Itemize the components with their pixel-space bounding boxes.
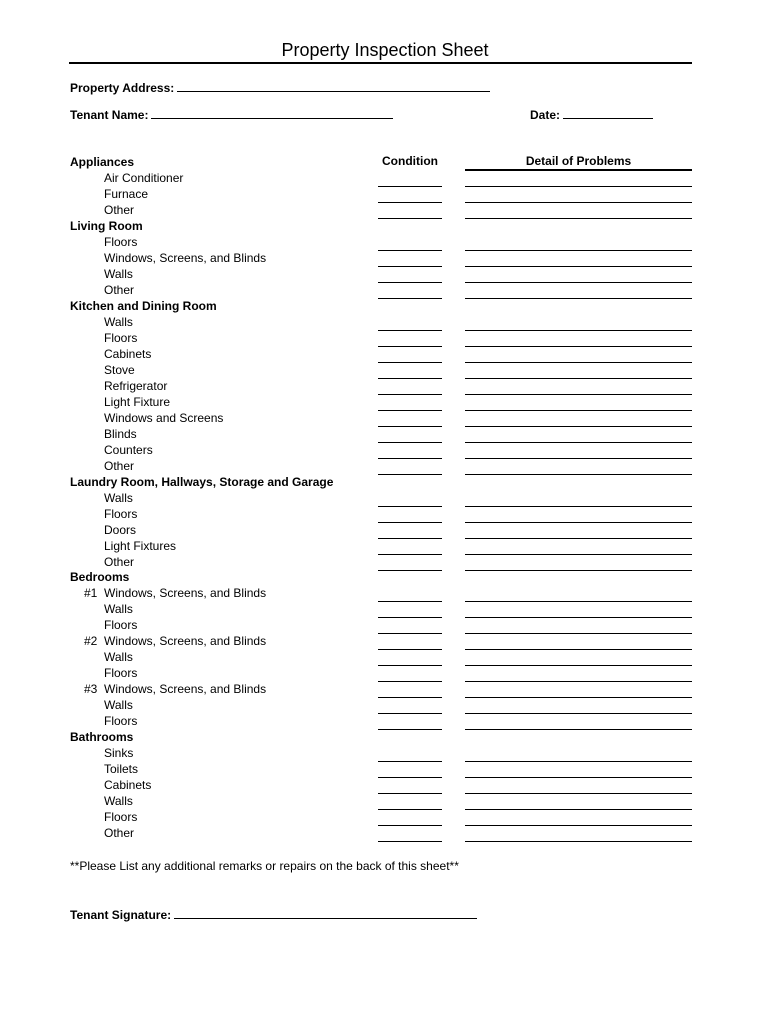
bedroom-number: #3	[84, 682, 98, 697]
item-row	[0, 266, 770, 282]
category-label: Living Room	[70, 218, 143, 233]
title-divider	[69, 62, 692, 64]
item-label: Furnace	[104, 186, 149, 201]
category-label: Bedrooms	[70, 570, 130, 585]
property-address-blank[interactable]	[177, 80, 490, 92]
tenant-signature-blank[interactable]	[174, 907, 477, 919]
category-row	[0, 729, 770, 745]
item-row	[0, 234, 770, 250]
item-row	[0, 314, 770, 330]
item-label: Floors	[104, 618, 138, 633]
item-row	[0, 601, 770, 617]
property-address-label: Property Address:	[70, 81, 175, 95]
bedroom-number: #2	[84, 634, 98, 649]
item-label: Windows and Screens	[104, 410, 224, 425]
item-row	[0, 250, 770, 266]
item-row	[0, 793, 770, 809]
item-label: Walls	[104, 314, 133, 329]
item-row	[0, 202, 770, 218]
date-field	[530, 107, 653, 122]
category-row	[0, 569, 770, 585]
item-row	[0, 761, 770, 777]
item-row	[0, 745, 770, 761]
item-label: Other	[104, 458, 135, 473]
item-label: Walls	[104, 794, 133, 809]
item-row	[0, 394, 770, 410]
item-row	[0, 442, 770, 458]
item-label: Windows, Screens, and Blinds	[104, 634, 267, 649]
item-label: Cabinets	[104, 778, 152, 793]
category-label: Appliances	[70, 155, 135, 169]
item-label: Floors	[104, 234, 138, 249]
item-label: Walls	[104, 602, 133, 617]
item-label: Other	[104, 282, 135, 297]
date-blank[interactable]	[563, 107, 653, 119]
item-label: Sinks	[104, 746, 134, 761]
item-row	[0, 713, 770, 729]
remarks-note: **Please List any additional remarks or repairs on the back of this sheet**	[70, 859, 459, 873]
item-row	[0, 777, 770, 793]
item-label: Other	[104, 202, 135, 217]
item-row	[0, 330, 770, 346]
item-label: Floors	[104, 810, 138, 825]
item-label: Floors	[104, 666, 138, 681]
item-row	[0, 617, 770, 633]
date-label: Date:	[530, 108, 561, 122]
item-row	[0, 585, 770, 601]
item-row	[0, 378, 770, 394]
item-row	[0, 170, 770, 186]
item-row	[0, 681, 770, 697]
item-label: Light Fixture	[104, 394, 171, 409]
item-label: Walls	[104, 490, 133, 505]
item-label: Blinds	[104, 426, 137, 441]
item-label: Light Fixtures	[104, 538, 177, 553]
category-row	[0, 298, 770, 314]
item-label: Floors	[104, 506, 138, 521]
item-row	[0, 506, 770, 522]
item-row	[0, 282, 770, 298]
detail-blank[interactable]	[465, 841, 692, 842]
item-label: Cabinets	[104, 346, 152, 361]
item-row	[0, 633, 770, 649]
item-row	[0, 554, 770, 570]
item-label: Counters	[104, 442, 153, 457]
category-label: Laundry Room, Hallways, Storage and Garage	[70, 474, 334, 489]
item-row	[0, 426, 770, 442]
category-row	[0, 474, 770, 490]
category-row	[0, 218, 770, 234]
item-label: Walls	[104, 266, 133, 281]
tenant-name-blank[interactable]	[151, 107, 393, 119]
item-row	[0, 665, 770, 681]
item-label: Stove	[104, 362, 135, 377]
item-row	[0, 697, 770, 713]
condition-blank[interactable]	[378, 841, 442, 842]
tenant-signature-label: Tenant Signature:	[70, 908, 172, 922]
item-row	[0, 410, 770, 426]
item-label: Windows, Screens, and Blinds	[104, 250, 267, 265]
item-label: Walls	[104, 698, 133, 713]
detail-column-header: Detail of Problems	[525, 154, 632, 168]
item-label: Windows, Screens, and Blinds	[104, 586, 267, 601]
item-row	[0, 346, 770, 362]
item-row	[0, 186, 770, 202]
item-row	[0, 490, 770, 506]
item-row	[0, 362, 770, 378]
item-row	[0, 809, 770, 825]
category-label: Kitchen and Dining Room	[70, 298, 217, 313]
page-title: Property Inspection Sheet	[281, 40, 489, 60]
property-address-field	[70, 80, 490, 95]
item-label: Windows, Screens, and Blinds	[104, 682, 267, 697]
item-row	[0, 522, 770, 538]
item-label: Toilets	[104, 762, 139, 777]
tenant-name-label: Tenant Name:	[70, 108, 149, 122]
item-label: Air Conditioner	[104, 170, 184, 185]
category-label: Bathrooms	[70, 730, 134, 745]
tenant-signature-field	[70, 907, 477, 922]
item-row	[0, 649, 770, 665]
tenant-name-field	[70, 107, 393, 122]
item-label: Walls	[104, 650, 133, 665]
item-label: Floors	[104, 330, 138, 345]
item-row	[0, 538, 770, 554]
item-label: Refrigerator	[104, 378, 168, 393]
item-label: Doors	[104, 522, 137, 537]
item-label: Other	[104, 826, 135, 841]
item-row	[0, 458, 770, 474]
bedroom-number: #1	[84, 586, 98, 601]
condition-column-header: Condition	[382, 154, 438, 168]
item-label: Other	[104, 554, 135, 569]
item-label: Floors	[104, 714, 138, 729]
item-row	[0, 825, 770, 841]
category-row	[0, 154, 770, 170]
